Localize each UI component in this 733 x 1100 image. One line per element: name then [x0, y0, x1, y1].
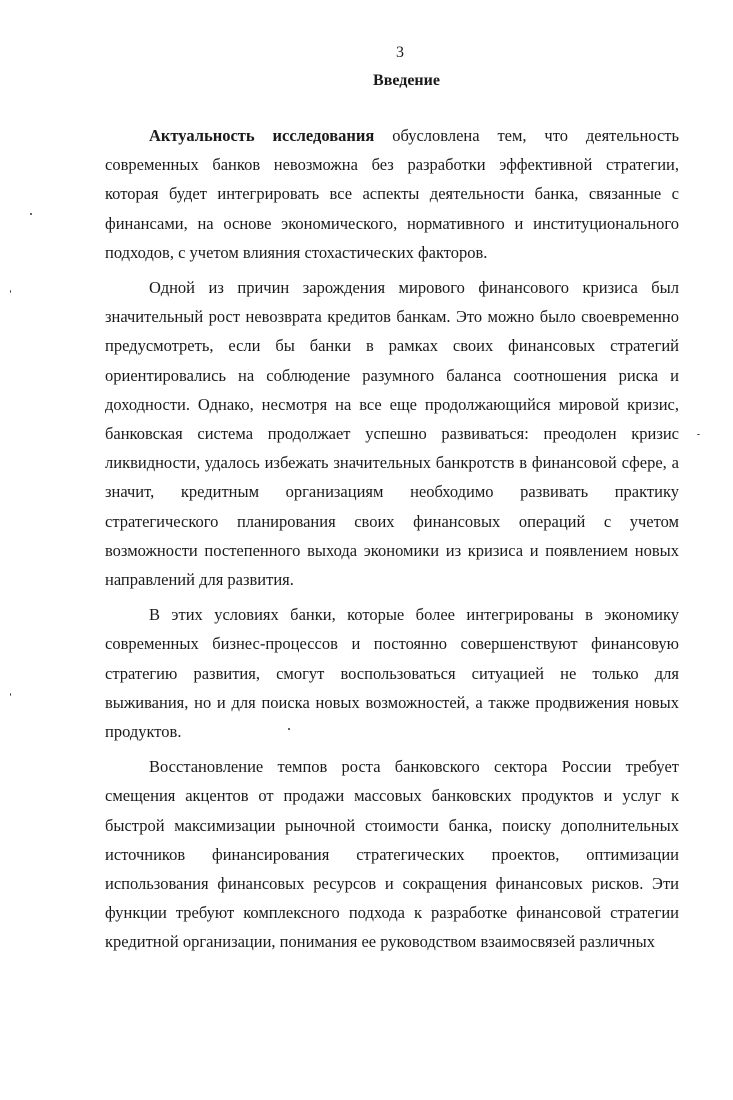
paragraph-text: обусловлена тем, что деятельность современных банков невозможна без разработки эффективной стратегии, которая будет интегрировать все аспекты деятельности банка, связанные с финансами, на основе экономического, нормативного и институционального подходов, с учетом влияния стохастических факторов.: [105, 126, 680, 262]
paragraph-text: В этих условиях банки, которые более интегрированы в экономику современных бизнес-процессов и постоянно совершенствуют финансовую стратегию развития, смогут воспользоваться ситуацией не только для выживания, но и для поиска новых возможностей, а также продвижения новых продуктов.: [105, 605, 679, 742]
scan-speck: [10, 693, 11, 696]
paragraph-crisis: [105, 273, 679, 594]
paragraph-text: Одной из причин зарождения мирового финансового кризиса был значительный рост невозврата кредитов банкам. Это можно было своевременно предусмотреть, если бы банки в рамках своих финансовых стратегий ориентировались на соблюдение разумного баланса соотношения риска и доходности. Однако, несмотря на все еще продолжающийся мировой кризис, банковская система продолжает успешно развиваться: преодолен кризис ликвидности, удалось избежать значительных банкротств в финансовой сфере, а значит, кредитным организациям необходимо развивать практику стратегического планирования своих финансовых операций с учетом возможности постепенного выхода экономики из кризиса и появлением новых направлений для развития.: [105, 278, 679, 590]
paragraph-text: Восстановление темпов роста банковского сектора России требует смещения акцентов от продажи массовых банковских продуктов и услуг к быстрой максимизации рыночной стоимости банка, поиску дополнительных источников финансирования стратегических проектов, оптимизации использования финансовых ресурсов и сокращения финансовых рисков. Эти функции требуют комплексного подхода к разработке финансовой стратегии кредитной организации, понимания ее руководством взаимосвязей различных: [105, 757, 679, 952]
page-number: 3: [396, 44, 404, 61]
paragraph-conditions: [105, 600, 679, 746]
body-text: [105, 121, 679, 963]
scan-speck: [30, 213, 32, 215]
section-heading: Введение: [373, 72, 440, 89]
paragraph-lead: Актуальность исследования: [149, 126, 375, 145]
paragraph-relevance: [105, 121, 679, 267]
scan-speck: [10, 290, 11, 293]
scan-speck: [288, 728, 290, 730]
scan-speck: [697, 434, 700, 435]
paragraph-recovery: [105, 752, 679, 956]
